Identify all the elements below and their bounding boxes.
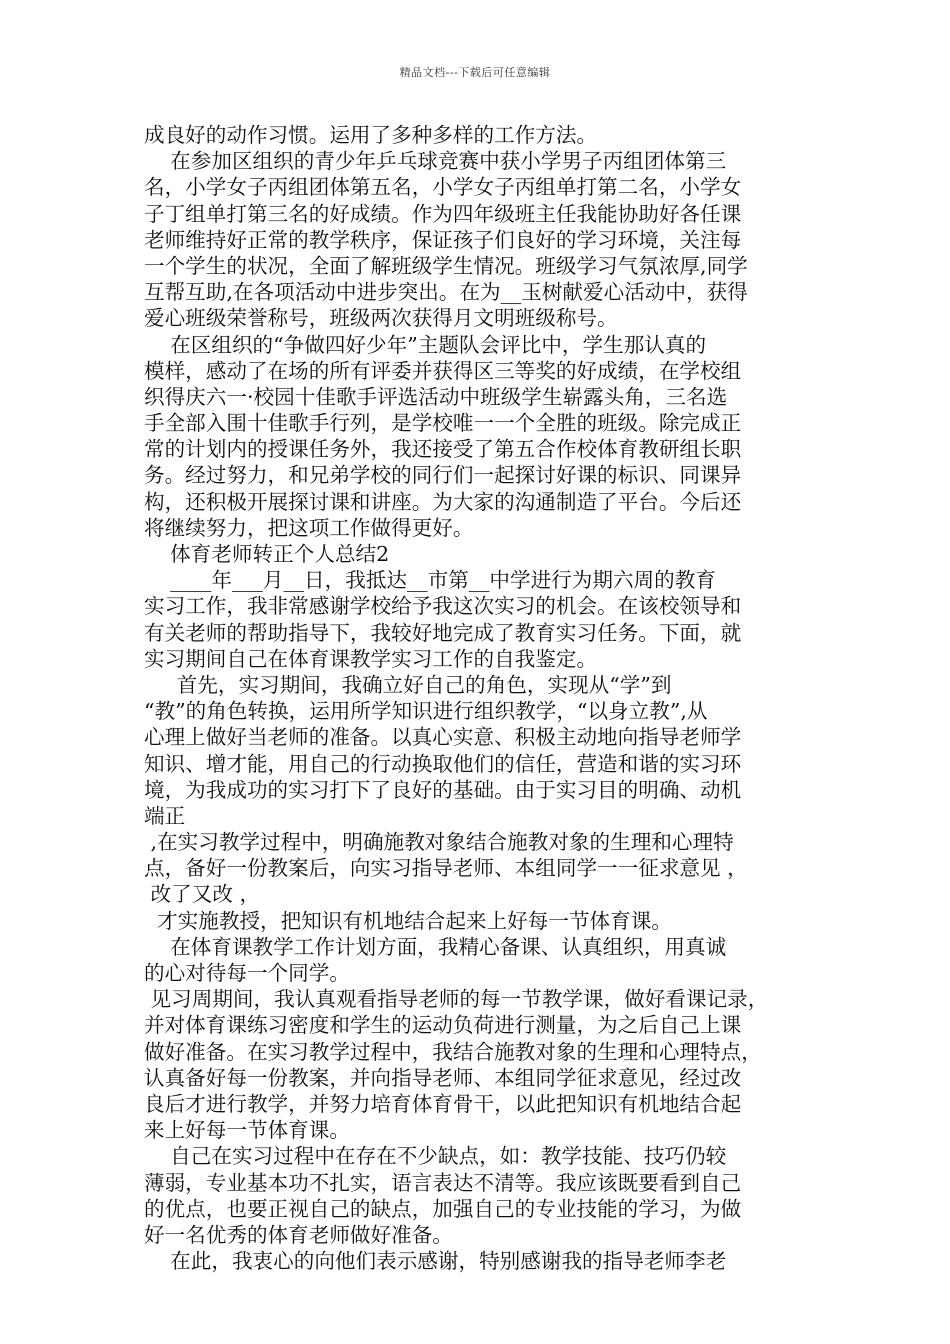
text-line: 在体育课教学工作计划方面，我精心备课、认真组织，用真诚 — [144, 934, 727, 959]
text-line: 的优点，也要正视自己的缺点，加强自己的专业技能的学习，为做 — [144, 1196, 742, 1221]
text-line: 认真备好每一份教案，并向指导老师、本组同学征求意见，经过改 — [144, 1065, 742, 1090]
text-line: 并对体育课练习密度和学生的运动负荷进行测量，为之后自己上课 — [144, 1013, 742, 1038]
text-line: 薄弱，专业基本功不扎实，语言表达不清等。我应该既要看到自己 — [144, 1170, 742, 1195]
text-line: 互帮互助,在各项活动中进步突出。在为__玉树献爱心活动中，获得 — [144, 280, 748, 305]
text-line: “教”的角色转换，运用所学知识进行组织教学，“以身立教”,从 — [144, 699, 708, 724]
text-line: 自己在实习过程中在存在不少缺点，如：教学技能、技巧仍较 — [144, 1144, 727, 1169]
text-line: 将继续努力，把这项工作做得更好。 — [144, 515, 474, 540]
text-line: 手全部入围十佳歌手行列，是学校唯一一个全胜的班级。除完成正 — [144, 411, 742, 436]
text-line: 织得庆六一·校园十佳歌手评选活动中班级学生崭露头角，三名选 — [144, 384, 728, 409]
text-line: 爱心班级荣誉称号，班级两次获得月文明班级称号。 — [144, 306, 618, 331]
text-line: 老师维持好正常的教学秩序，保证孩子们良好的学习环境，关注每 — [144, 227, 742, 252]
text-line: 子丁组单打第三名的好成绩。作为四年级班主任我能协助好各任课 — [144, 201, 742, 226]
text-line: 做好准备。在实习教学过程中，我结合施教对象的生理和心理特点， — [144, 1039, 762, 1064]
text-line: 来上好每一节体育课。 — [144, 1118, 350, 1143]
text-line: 成良好的动作习惯。运用了多种多样的工作方法。 — [144, 123, 598, 147]
text-line: 一个学生的状况，全面了解班级学生情况。班级学习气氛浓厚,同学 — [144, 253, 748, 278]
text-line: 才实施教授，把知识有机地结合起来上好每一节体育课。 — [144, 908, 672, 933]
text-line: 实习工作，我非常感谢学校给予我这次实习的机会。在该校领导和 — [144, 594, 742, 619]
text-line: 实习期间自己在体育课教学实习工作的自我鉴定。 — [144, 646, 598, 671]
text-line: 心理上做好当老师的准备。以真心实意、积极主动地向指导老师学 — [144, 725, 742, 750]
text-line: 在参加区组织的青少年乒乓球竞赛中获小学男子丙组团体第三 — [144, 149, 727, 174]
text-line: 点，备好一份教案后，向实习指导老师、本组同学一一征求意见 ， — [144, 856, 748, 881]
text-line: 首先，实习期间，我确立好自己的角色，实现从“学”到 — [144, 672, 672, 697]
text-line: 境，为我成功的实习打下了良好的基础。由于实习目的明确、动机 — [144, 777, 742, 802]
text-line: 常的计划内的授课任务外，我还接受了第五合作校体育教研组长职 — [144, 437, 742, 462]
text-line: ,在实习教学过程中，明确施教对象结合施教对象的生理和心理特 — [144, 830, 734, 855]
text-line: 模样，感动了在场的所有评委并获得区三等奖的好成绩，在学校组 — [144, 358, 742, 383]
text-line: 体育老师转正个人总结2 — [144, 542, 390, 566]
text-line: 的心对待每一个同学。 — [144, 961, 350, 985]
text-line: 良后才进行教学，并努力培育体育骨干，以此把知识有机地结合起 — [144, 1091, 742, 1116]
text-line: ____年___月__日，我抵达__市第__中学进行为期六周的教育 — [144, 568, 716, 593]
text-line: 在此，我衷心的向他们表示感谢，特别感谢我的指导老师李老 — [144, 1249, 727, 1274]
text-line: 有关老师的帮助指导下，我较好地完成了教育实习任务。下面，就 — [144, 620, 742, 645]
document-body — [144, 122, 812, 1274]
page-header: 精品文档---下载后可任意编辑 — [399, 66, 551, 79]
text-line: 见习周期间，我认真观看指导老师的每一节教学课，做好看课记录， — [144, 987, 769, 1012]
text-line: 好一名优秀的体育老师做好准备。 — [144, 1222, 453, 1247]
text-line: 知识、增才能，用自己的行动换取他们的信任，营造和谐的实习环 — [144, 751, 742, 776]
text-line: 在区组织的“争做四好少年”主题队会评比中，学生那认真的 — [144, 332, 707, 357]
text-line: 端正 — [144, 803, 186, 828]
text-line: 名，小学女子丙组团体第五名，小学女子丙组单打第二名，小学女 — [144, 175, 742, 200]
text-line: 改了又改 ， — [144, 882, 261, 907]
text-line: 构，还积极开展探讨课和讲座。为大家的沟通制造了平台。今后还 — [144, 489, 742, 514]
text-line: 务。经过努力，和兄弟学校的同行们一起探讨好课的标识、同课异 — [144, 463, 742, 488]
